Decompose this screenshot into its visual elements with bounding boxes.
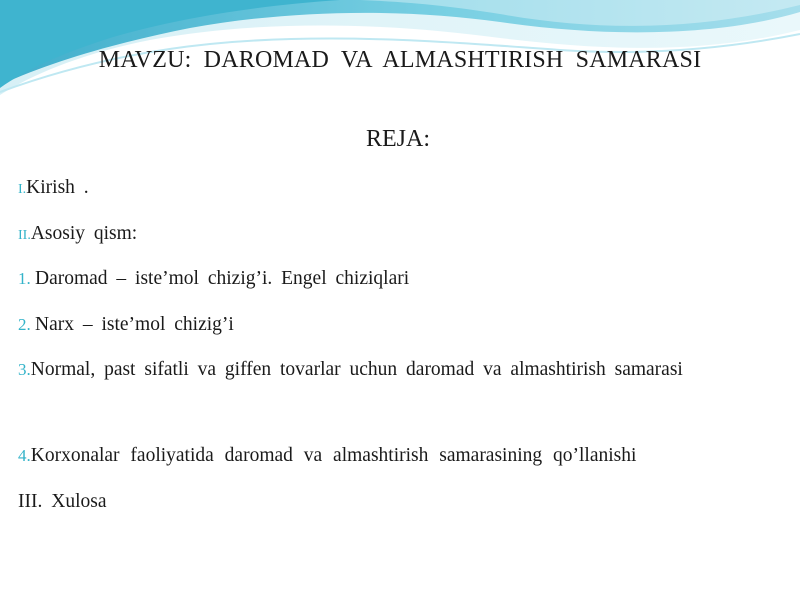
- list-item-conclusion: [18, 491, 106, 513]
- list-item-text: Kirish .: [26, 177, 89, 198]
- list-item-text: Daromad – iste’mol chizig’i. Engel chiziqlari: [35, 268, 410, 289]
- list-item-text: Narx – iste’mol chizig’i: [35, 314, 234, 335]
- list-marker: 3.: [18, 360, 31, 379]
- slide-title: MAVZU: DAROMAD VA ALMASHTIRISH SAMARASI: [98, 47, 702, 73]
- list-item-4: [18, 445, 636, 467]
- list-marker: 2.: [18, 315, 35, 334]
- list-marker: II.: [18, 228, 31, 243]
- list-item-text: Korxonalar faoliyatida daromad va almashtirish samarasining qo’llanishi: [30, 445, 637, 466]
- list-item-text: III. Xulosa: [18, 491, 107, 512]
- list-item-main-part: [18, 223, 137, 245]
- list-item-text: Asosiy qism:: [30, 223, 138, 244]
- list-marker: 1.: [18, 269, 35, 288]
- list-item-2: [18, 314, 234, 336]
- list-item-intro: [18, 177, 89, 199]
- plan-heading: REJA:: [366, 126, 431, 152]
- list-item-3: [18, 351, 718, 389]
- list-item-text: Normal, past sifatli va giffen tovarlar uchun daromad va almashtirish samarasi: [30, 359, 683, 380]
- list-marker: I.: [18, 182, 27, 197]
- list-marker: 4.: [18, 446, 31, 465]
- list-item-1: [18, 268, 409, 290]
